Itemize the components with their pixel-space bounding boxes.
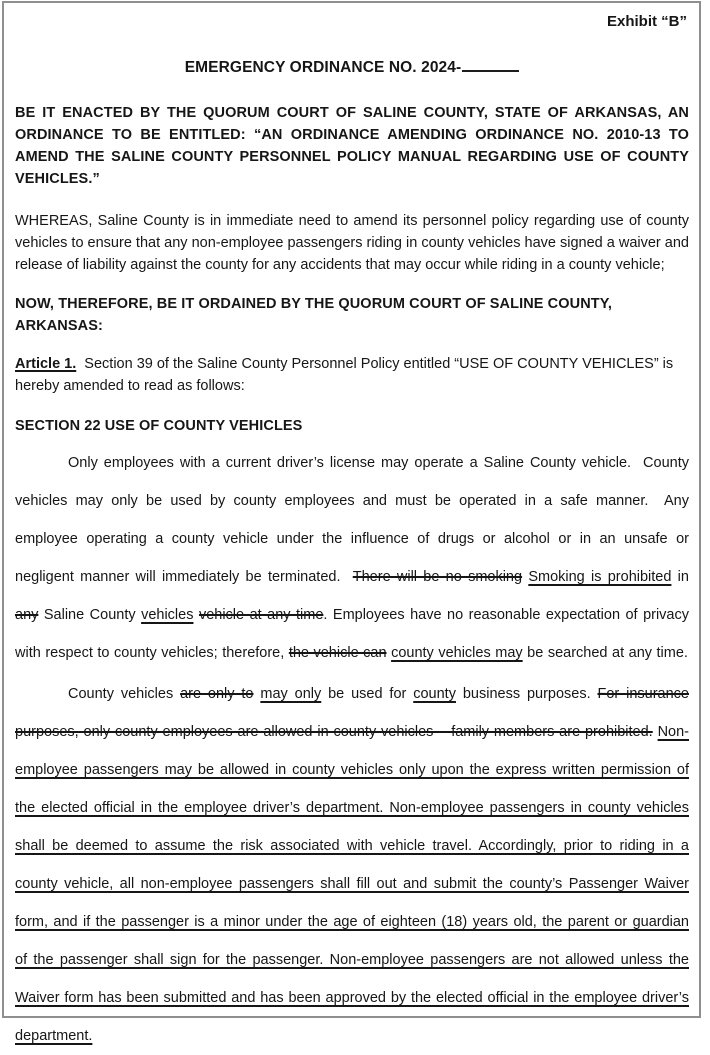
whereas-clause: WHEREAS, Saline County is in immediate need to amend its personnel policy regarding use of county vehicles to ensure that any non-employee passengers riding in county vehicles have signed a waiver and release of liability against the county for any accidents that may occur while riding in a county vehicle; — [15, 213, 689, 274]
text-run: . Employees have no reasonable expectation of privacy with respect to county vehicles; therefore, — [15, 607, 689, 662]
text-run: be used for — [321, 686, 414, 703]
struck-text-run: are only to — [180, 686, 254, 703]
text-run: Only employees with a current driver’s license may operate a Saline County vehicle. County vehicles may only be used by county employees and must be operated in a safe manner. Any employee operating a county vehicle under the influence of drugs or alcohol or in an unsafe or negligent manner will immediately be terminated. — [15, 455, 689, 586]
struck-text-run: There will be no smoking — [352, 569, 523, 586]
article-1-label: Article 1. — [15, 356, 77, 373]
inserted-text-run: Non-employee passengers may be allowed in county vehicles only upon the express written permission of the elected official in the employee driver’s department. Non-employee passengers in county vehicles shall be deemed to assume the risk associated with vehicle travel. Accordingly, prior to riding in a county vehicle, all non-employee passengers shall fill out and submit the county’s Passenger Waiver form, and if the passenger is a minor under the age of eighteen (18) years old, the parent or guardian of the passenger shall sign for the passenger. Non-employee passengers are not allowed unless the Waiver form has been submitted and has been approved by the elected official in the employee driver’s department. — [15, 724, 690, 1045]
exhibit-label: Exhibit “B” — [606, 13, 687, 30]
inserted-text-run: county — [413, 686, 456, 703]
struck-text-run: any — [15, 607, 39, 624]
inserted-text-run: county vehicles may — [391, 645, 523, 662]
text-run: Saline County — [38, 607, 142, 624]
text-run: County vehicles — [68, 686, 181, 703]
struck-text-run: the vehicle can — [288, 645, 387, 662]
enactment-clause: BE IT ENACTED BY THE QUORUM COURT OF SALINE COUNTY, STATE OF ARKANSAS, AN ORDINANCE TO BE ENTITLED: “AN ORDINANCE AMENDING ORDINANCE NO. 2010-13 TO AMEND THE SALINE COUNTY PERSONNEL POLICY MANUAL REGARDING USE OF COUNTY VEHICLES.” — [15, 105, 689, 188]
ordinance-number-blank-line — [462, 57, 519, 72]
article-1-paragraph — [15, 353, 689, 397]
struck-text-run: For insurance purposes, only county employees are allowed in county vehicles – family members are prohibited. — [15, 686, 689, 741]
ordained-clause: NOW, THEREFORE, BE IT ORDAINED BY THE QUORUM COURT OF SALINE COUNTY, ARKANSAS: — [15, 296, 613, 335]
section-22-heading: SECTION 22 USE OF COUNTY VEHICLES — [15, 418, 303, 435]
document-page — [2, 1, 701, 1045]
inserted-text-run: Smoking is prohibited — [528, 569, 672, 586]
ordinance-title-text: EMERGENCY ORDINANCE NO. 2024- — [184, 59, 462, 77]
article-1-text: Section 39 of the Saline County Personnel Policy entitled “USE OF COUNTY VEHICLES” is hereby amended to read as follows: — [15, 356, 674, 395]
policy-paragraph-2 — [15, 675, 689, 1055]
policy-paragraph-1 — [15, 444, 689, 672]
text-run: business purposes. — [455, 686, 598, 703]
text-run: in — [671, 569, 689, 586]
struck-text-run: vehicle at any time — [198, 607, 324, 624]
inserted-text-run: may only — [260, 686, 322, 703]
text-run: be searched at any time. — [522, 645, 688, 662]
ordinance-title — [15, 57, 689, 78]
inserted-text-run: vehicles — [141, 607, 194, 624]
